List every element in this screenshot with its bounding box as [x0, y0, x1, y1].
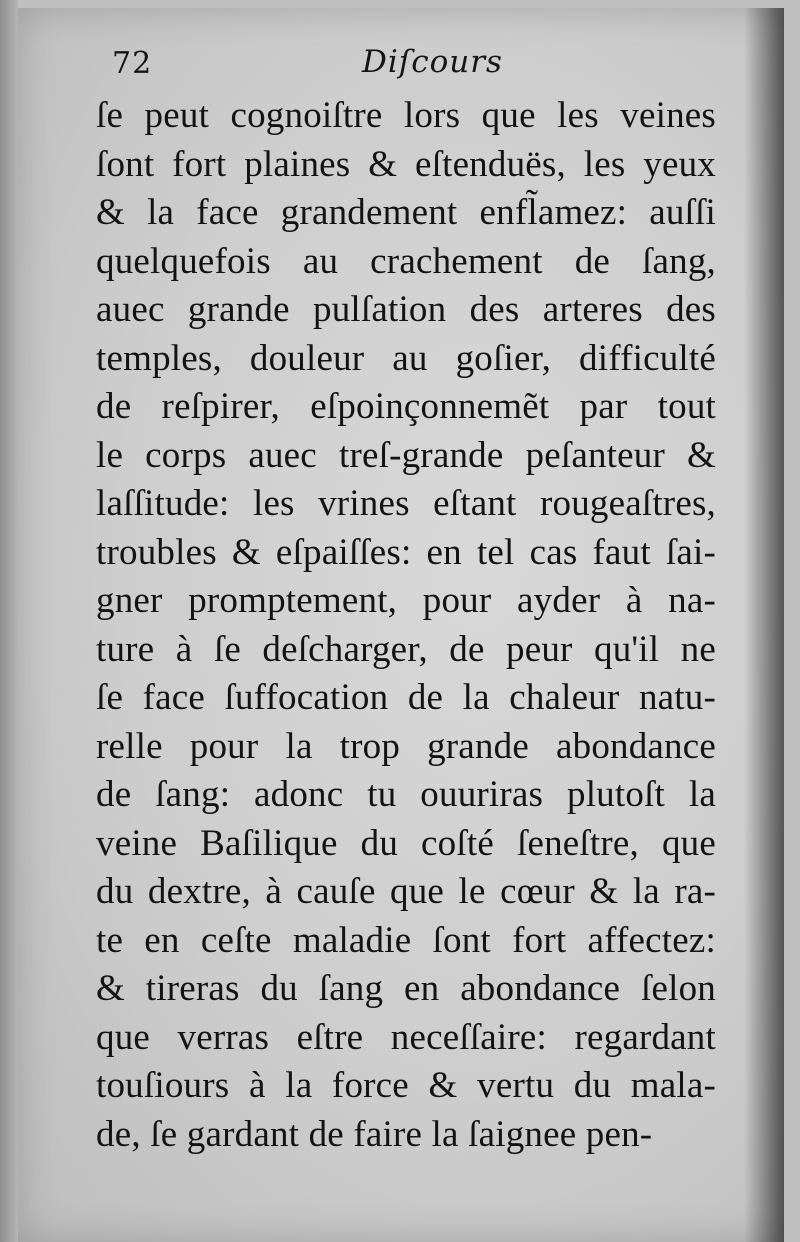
text-line: temples, douleur au goſier, difficulté: [96, 337, 716, 379]
text-line: de reſpirer, eſpoinçonnemẽt par tout: [96, 386, 716, 427]
text-line: ture à ſe deſcharger, de peur qu'il ne: [96, 628, 716, 670]
text-line: le corps auec treſ-grande peſanteur &: [96, 434, 716, 476]
text-line: touſiours à la force & vertu du mala-: [96, 1065, 716, 1106]
running-head: Diſcours: [362, 44, 503, 80]
text-line: quelquefois au crachement de ſang,: [96, 240, 716, 282]
text-line: auec grande pulſation des arteres des: [96, 289, 716, 330]
text-line: laſſitude: les vrines eſtant rougeaſtres,: [96, 483, 716, 524]
text-line: relle pour la trop grande abondance: [96, 725, 716, 767]
text-line: & la face grandement enfl̃amez: auſſi: [96, 192, 716, 233]
text-line: te en ceſte maladie ſont fort affectez:: [96, 919, 716, 961]
body-text: [96, 92, 716, 1159]
text-line: de, ſe gardant de faire la ſaignee pen-: [96, 1113, 653, 1155]
text-line: ſe face ſuffocation de la chaleur natu-: [96, 677, 716, 718]
text-line: de ſang: adonc tu ouuriras plutoſt la: [96, 774, 716, 815]
text-line: troubles & eſpaiſſes: en tel cas faut ſai-: [96, 531, 716, 573]
text-line: que verras eſtre neceſſaire: regardant: [96, 1016, 716, 1058]
page-header: [0, 40, 800, 90]
text-line: gner promptement, pour ayder à na-: [96, 580, 716, 621]
text-line: ſont fort plaines & eſtenduës, les yeux: [96, 143, 716, 185]
text-line: ſe peut cognoiſtre lors que les veines: [96, 95, 716, 136]
text-line: & tireras du ſang en abondance ſelon: [96, 968, 716, 1009]
text-line: du dextre, à cauſe que le cœur & la ra-: [96, 871, 716, 912]
binding-edge: [0, 0, 18, 1242]
page-number: 72: [112, 46, 153, 81]
gutter-shadow: [744, 8, 784, 1242]
text-line: veine Baſilique du coſté ſeneſtre, que: [96, 822, 716, 864]
